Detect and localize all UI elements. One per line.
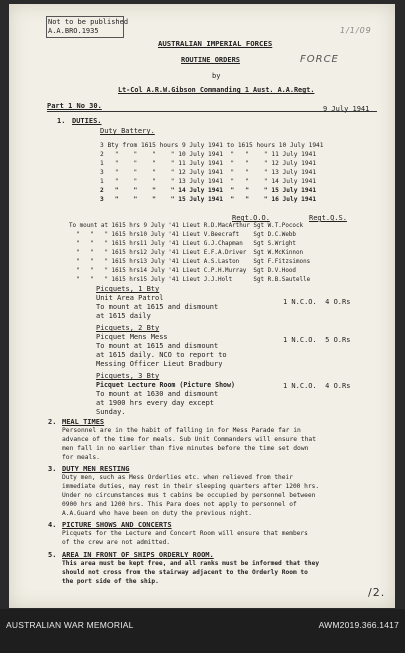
section-heading: PICTURE SHOWS AND CONCERTS [62, 521, 172, 529]
picquet-line: Unit Area Patrol [96, 294, 164, 302]
roster-row: " " " 1615 hrs11 July '41 Lieut G.J.Chapman Sgt S.Wright [69, 241, 296, 247]
section-heading: AREA IN FRONT OF SHIPS ORDERLY ROOM. [62, 551, 214, 559]
picquet-line: at 1615 daily [96, 312, 151, 320]
battery-row: 1 " " " " 13 July 1941 " " " 14 July 1941 [100, 178, 317, 185]
section-number: 2. [48, 418, 57, 426]
part-number: Part 1 No 30. [47, 102, 102, 110]
battery-row: 3 " " " " 15 July 1941 " " " 16 July 1941 [100, 196, 317, 203]
section-line: advance of the time for meals. Sub Unit Commanders will ensure that [62, 436, 317, 443]
handwritten-corner-note: 1/1/09 [340, 26, 372, 35]
picquet-line: at 1900 hrs every day except [96, 399, 215, 407]
roster-col-qs: Regt.Q.S. [309, 214, 347, 222]
picquet-line: Sunday. [96, 408, 126, 416]
picquet-title: Picquets, 3 Bty [96, 372, 160, 380]
picquet-strength: 1 N.C.O. 4 O.Rs [283, 382, 351, 390]
document-subtitle: ROUTINE ORDERS [181, 56, 241, 64]
picquet-line: To mount at 1615 and dismount [96, 342, 219, 350]
section-line: should not cross from the stairway adjacent to the Orderly Room to [62, 569, 308, 576]
roster-row: " " " 1615 hrs14 July '41 Lieut C.P.H.Murray Sgt D.V.Hood [69, 268, 296, 274]
section-line: immediate duties, may rest in their sleeping quarters after 1200 hrs. [62, 483, 320, 490]
section-line: for meals. [62, 454, 100, 461]
header-rule [47, 111, 377, 112]
duty-battery-heading: Duty Battery. [100, 127, 155, 135]
section-1-heading: DUTIES. [72, 117, 102, 125]
picquet-line: Picquet Mens Mess [96, 333, 168, 341]
picquet-line: To mount at 1615 and dismount [96, 303, 219, 311]
section-line: Personnel are in the habit of falling in for Mess Parade far in [62, 427, 301, 434]
picquet-line: Messing Officer Lieut Bradbury [96, 360, 223, 368]
section-line: This area must be kept free, and all ranks must be informed that they [62, 560, 320, 567]
section-line: Under no circumstances mus t cabins be occupied by personnel between [62, 492, 316, 499]
roster-col-oc: Regt.O.O. [232, 214, 270, 222]
archive-accession-number: AWM2019.366.1417 [318, 620, 399, 630]
archive-name: AUSTRALIAN WAR MEMORIAL [6, 620, 134, 630]
roster-row: " " " 1615 hrs12 July '41 Lieut E.F.A.Driver Sgt W.McKinnon [69, 250, 304, 256]
page-continuation-mark: /2. [368, 586, 386, 599]
section-number: 5. [48, 551, 57, 559]
section-heading: DUTY MEN RESTING [62, 465, 130, 473]
publish-line-1: Not to be published [48, 18, 129, 26]
roster-row: " " " 1615 hrs10 July '41 Lieut V.Beecraft Sgt D.C.Webb [69, 232, 296, 238]
section-line: Duty men, such as Mess Orderlies etc. when relieved from their [62, 474, 293, 481]
order-date: 9 July 1941 [323, 105, 370, 113]
commander-line: Lt-Col A.R.W.Gibson Commanding 1 Aust. A.A.Regt. [118, 86, 315, 94]
section-number: 3. [48, 465, 57, 473]
section-heading: MEAL TIMES [62, 418, 105, 426]
section-line: men fall in no earlier than five minutes before the time set down [62, 445, 309, 452]
section-line: 0900 hrs and 1200 hrs. This Para does not apply to personnel of [62, 501, 297, 508]
roster-row: " " " 1615 hrs15 July '41 Lieut J.J.Holt Sgt R.B.Sautelle [69, 277, 311, 283]
section-line: A.A.Guard who have been on duty the previous night. [62, 510, 252, 517]
picquet-title: Picquets, 1 Bty [96, 285, 160, 293]
battery-row: 1 " " " " 11 July 1941 " " " 12 July 1941 [100, 160, 317, 167]
section-line: Picquets for the Lecture and Concert Room will ensure that members [62, 530, 308, 537]
roster-row: To mount at 1615 hrs 9 July '41 Lieut R.D.MacArthur Sgt W.T.Pocock [69, 223, 304, 229]
document-title: AUSTRALIAN IMPERIAL FORCES [158, 39, 273, 48]
battery-row: 3 " " " " 12 July 1941 " " " 13 July 1941 [100, 169, 317, 176]
publish-stamp-box [46, 16, 124, 38]
roster-row: " " " 1615 hrs13 July '41 Lieut A.S.Laston Sgt F.Fitzsimons [69, 259, 311, 265]
picquet-line: at 1615 daily. NCO to report to [96, 351, 227, 359]
battery-row: 2 " " " " 10 July 1941 " " " 11 July 1941 [100, 151, 317, 158]
picquet-line: Picquet Lecture Room (Picture Show) [96, 381, 235, 389]
section-line: of the crew are not admitted. [62, 539, 171, 546]
archive-footer [0, 609, 405, 653]
section-number: 4. [48, 521, 57, 529]
picquet-title: Picquets, 2 Bty [96, 324, 160, 332]
by-line: by [212, 72, 221, 80]
picquet-strength: 1 N.C.O. 4 O.Rs [283, 298, 351, 306]
publish-line-2: A.A.BRO.1935 [48, 27, 99, 35]
battery-row: 2 " " " " 14 July 1941 " " " 15 July 1941 [100, 187, 317, 194]
section-line: the port side of the ship. [62, 578, 159, 585]
picquet-line: To mount at 1630 and dismount [96, 390, 219, 398]
section-1-number: 1. [57, 117, 66, 125]
handwritten-force-note: FORCE [300, 54, 339, 65]
picquet-strength: 1 N.C.O. 5 O.Rs [283, 336, 351, 344]
battery-row: 3 Bty from 1615 hours 9 July 1941 to 1615 hours 10 July 1941 [100, 142, 324, 149]
